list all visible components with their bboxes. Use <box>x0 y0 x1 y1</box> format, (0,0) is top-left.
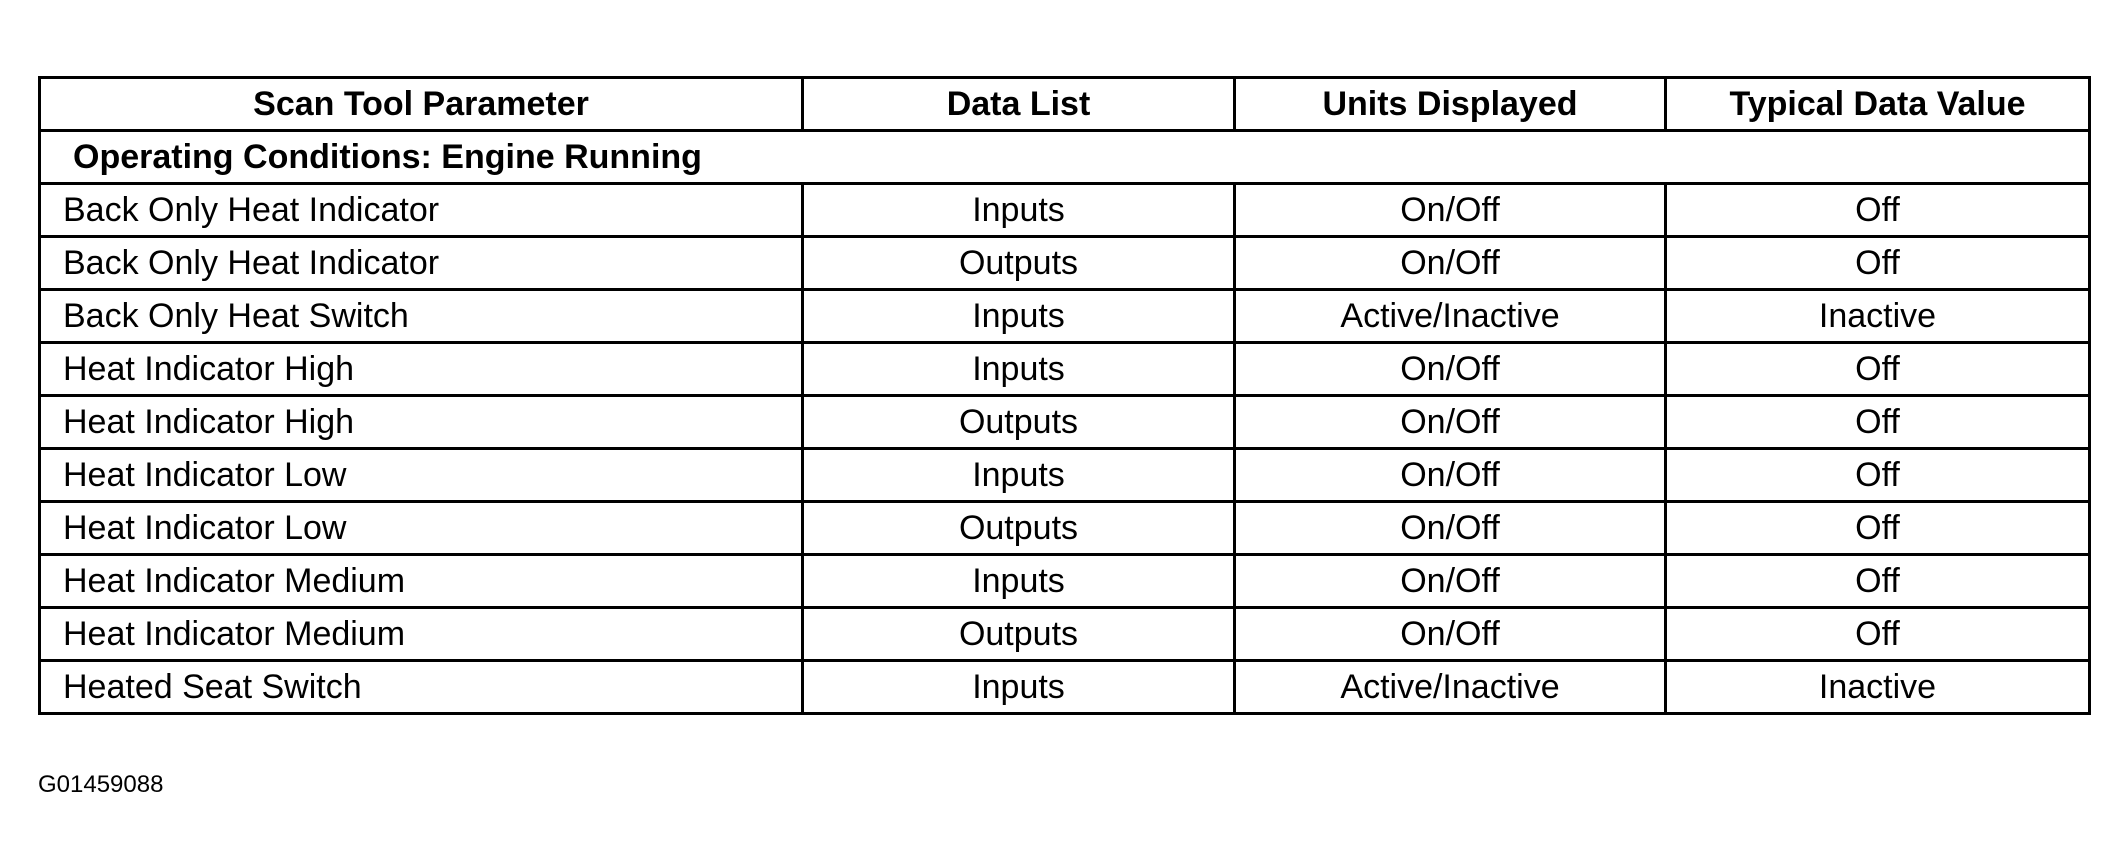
cell-units: On/Off <box>1235 237 1666 290</box>
cell-typical-value: Off <box>1666 449 2090 502</box>
table-row <box>40 184 2090 237</box>
cell-typical-value: Off <box>1666 555 2090 608</box>
cell-units: On/Off <box>1235 449 1666 502</box>
scan-tool-data-table-container <box>38 76 2088 715</box>
section-row <box>40 131 2090 184</box>
table-row <box>40 449 2090 502</box>
cell-typical-value: Off <box>1666 184 2090 237</box>
table-row <box>40 290 2090 343</box>
cell-data-list: Inputs <box>803 555 1235 608</box>
cell-typical-value: Off <box>1666 608 2090 661</box>
figure-id-label: G01459088 <box>38 771 164 798</box>
cell-units: On/Off <box>1235 608 1666 661</box>
table-row <box>40 555 2090 608</box>
cell-units: On/Off <box>1235 343 1666 396</box>
cell-units: On/Off <box>1235 184 1666 237</box>
cell-parameter: Heat Indicator Low <box>40 502 803 555</box>
cell-data-list: Inputs <box>803 661 1235 714</box>
scan-tool-data-table <box>38 76 2091 715</box>
table-header <box>40 78 2090 131</box>
cell-units: Active/Inactive <box>1235 661 1666 714</box>
cell-data-list: Inputs <box>803 449 1235 502</box>
cell-units: On/Off <box>1235 555 1666 608</box>
cell-units: Active/Inactive <box>1235 290 1666 343</box>
cell-parameter: Heat Indicator Medium <box>40 608 803 661</box>
cell-parameter: Back Only Heat Indicator <box>40 237 803 290</box>
header-data-list: Data List <box>803 78 1235 131</box>
cell-data-list: Inputs <box>803 343 1235 396</box>
cell-data-list: Outputs <box>803 502 1235 555</box>
table-body <box>40 131 2090 714</box>
cell-parameter: Back Only Heat Switch <box>40 290 803 343</box>
cell-typical-value: Inactive <box>1666 290 2090 343</box>
cell-data-list: Inputs <box>803 290 1235 343</box>
header-units-displayed: Units Displayed <box>1235 78 1666 131</box>
cell-data-list: Outputs <box>803 608 1235 661</box>
header-row <box>40 78 2090 131</box>
table-row <box>40 502 2090 555</box>
section-title-operating-conditions: Operating Conditions: Engine Running <box>40 131 2090 184</box>
cell-parameter: Heat Indicator Low <box>40 449 803 502</box>
cell-parameter: Heated Seat Switch <box>40 661 803 714</box>
cell-data-list: Outputs <box>803 396 1235 449</box>
cell-typical-value: Off <box>1666 396 2090 449</box>
table-row <box>40 608 2090 661</box>
cell-data-list: Outputs <box>803 237 1235 290</box>
cell-parameter: Back Only Heat Indicator <box>40 184 803 237</box>
header-typical-data-value: Typical Data Value <box>1666 78 2090 131</box>
cell-units: On/Off <box>1235 502 1666 555</box>
cell-units: On/Off <box>1235 396 1666 449</box>
table-row <box>40 396 2090 449</box>
table-row <box>40 343 2090 396</box>
header-scan-tool-parameter: Scan Tool Parameter <box>40 78 803 131</box>
cell-parameter: Heat Indicator High <box>40 343 803 396</box>
cell-typical-value: Inactive <box>1666 661 2090 714</box>
cell-parameter: Heat Indicator Medium <box>40 555 803 608</box>
cell-typical-value: Off <box>1666 237 2090 290</box>
cell-typical-value: Off <box>1666 343 2090 396</box>
cell-parameter: Heat Indicator High <box>40 396 803 449</box>
table-row <box>40 661 2090 714</box>
cell-typical-value: Off <box>1666 502 2090 555</box>
cell-data-list: Inputs <box>803 184 1235 237</box>
table-row <box>40 237 2090 290</box>
